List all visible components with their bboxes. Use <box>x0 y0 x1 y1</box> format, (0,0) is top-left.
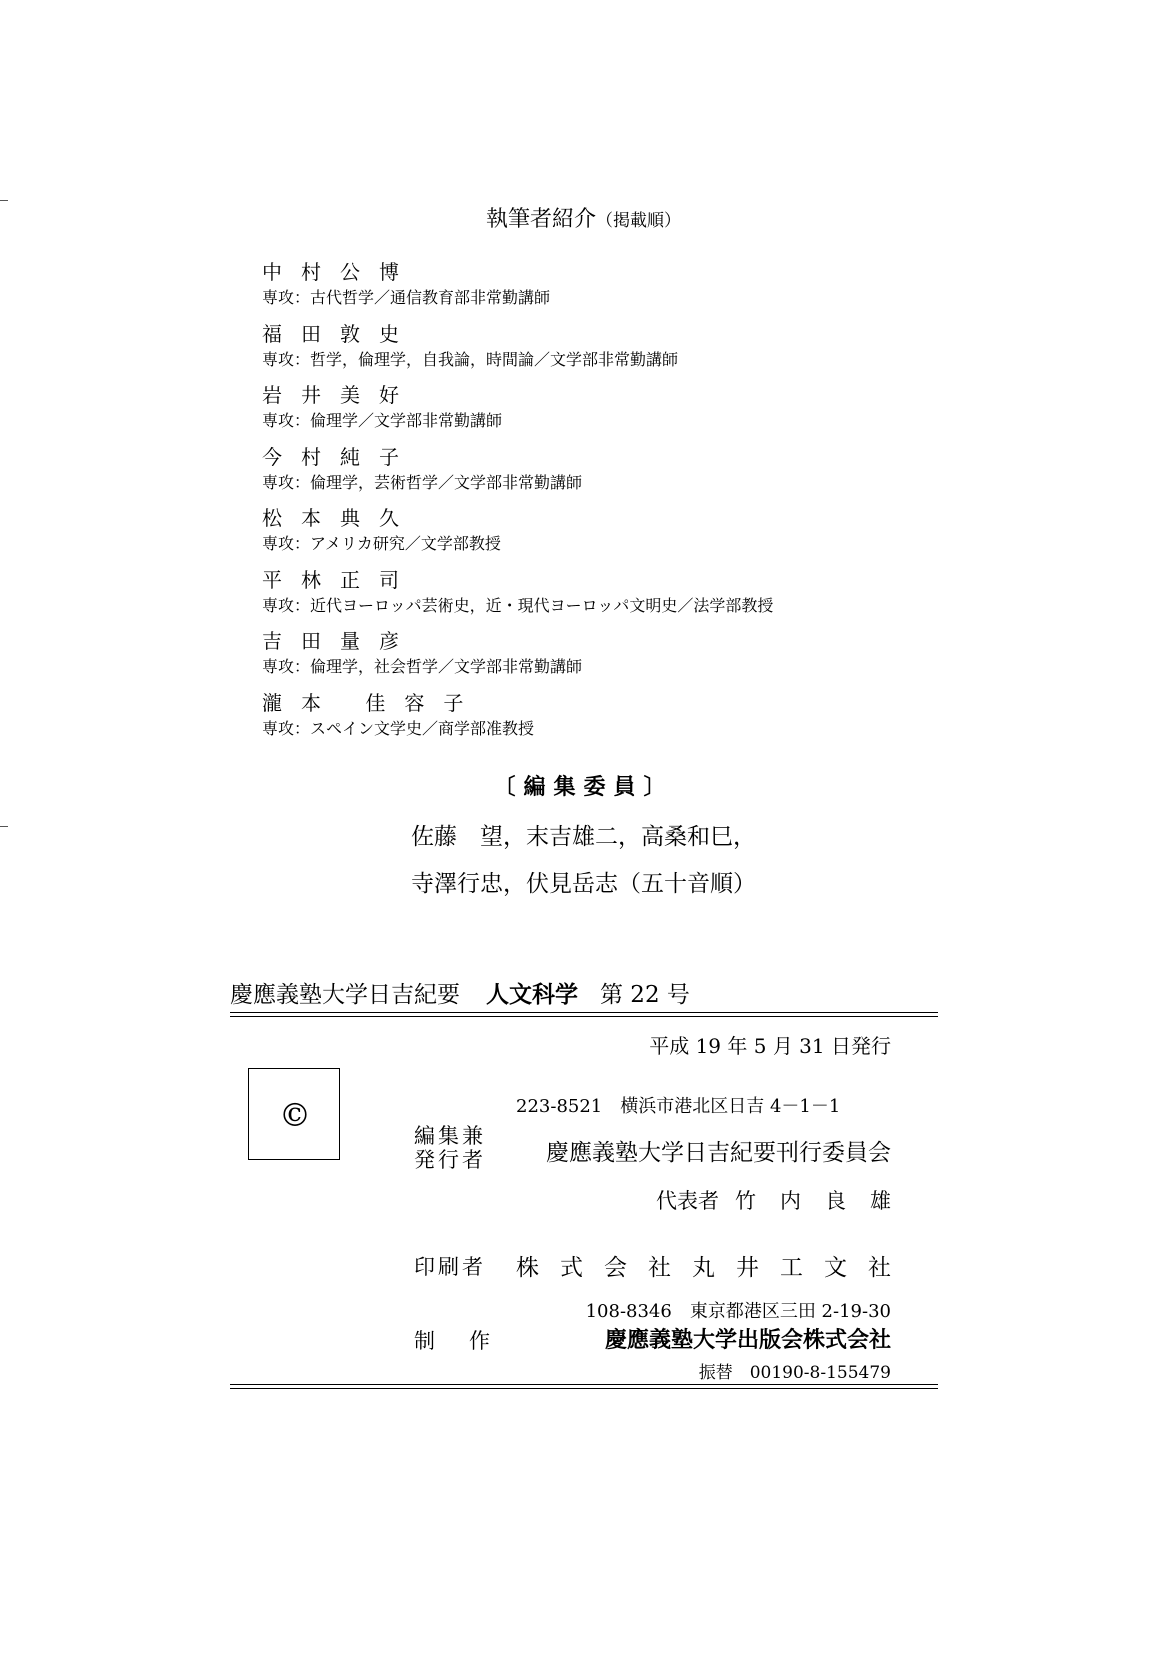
publisher-role-line2: 発行者 <box>414 1148 486 1172</box>
contributor-specialty: 専攻：哲学，倫理学，自我論，時間論／文学部非常勤講師 <box>262 349 679 369</box>
contributor-entry <box>262 258 773 320</box>
publication-date: 平成 19 年 5 月 31 日発行 <box>649 1034 891 1058</box>
contributor-entry <box>262 381 773 443</box>
transfer-account: 振替 00190-8-155479 <box>698 1363 891 1383</box>
copyright-box <box>248 1068 340 1160</box>
contributor-name: 吉田量彦 <box>262 629 418 653</box>
crop-mark-top <box>0 200 8 201</box>
contributor-specialty: 専攻：スペイン文学史／商学部准教授 <box>262 718 535 738</box>
contributor-entry <box>262 443 773 505</box>
journal-volume-title: 人文科学 <box>486 982 578 1008</box>
contributor-name: 松本典久 <box>262 506 418 530</box>
publisher-name: 慶應義塾大学日吉紀要刊行委員会 <box>546 1140 891 1166</box>
contributor-name: 平林正司 <box>262 567 418 592</box>
colophon-top-rule-2 <box>230 1016 938 1017</box>
contributor-name: 今村純子 <box>262 444 418 469</box>
colophon-top-rule-1 <box>230 1012 938 1013</box>
publisher-role-label <box>414 1124 486 1172</box>
printer-label: 印刷者 <box>414 1255 486 1279</box>
contributor-name: 中村公博 <box>262 260 418 284</box>
colophon-bottom-rule-2 <box>230 1388 938 1389</box>
contributors-heading <box>0 202 1167 233</box>
journal-prefix: 慶應義塾大学日吉紀要 <box>230 982 460 1008</box>
contributor-specialty: 専攻：倫理学／文学部非常勤講師 <box>262 411 503 430</box>
contributor-entry <box>262 504 773 566</box>
publisher-role-line1: 編集兼 <box>414 1124 486 1148</box>
contributor-name: 岩井美好 <box>262 383 418 407</box>
editorial-board-members-line2: 寺澤行忠，伏見岳志（五十音順） <box>411 871 756 897</box>
contributor-specialty: 専攻：アメリカ研究／文学部教授 <box>262 534 501 553</box>
printer-name: 株式会社丸井工文社 <box>516 1255 912 1281</box>
contributor-list <box>262 258 773 750</box>
publisher-address: 223-8521 横浜市港北区日吉 4－1－1 <box>516 1096 841 1117</box>
editorial-board-title: 〔編集委員〕 <box>493 775 674 800</box>
contributor-specialty: 専攻：倫理学，芸術哲学／文学部非常勤講師 <box>262 472 583 492</box>
contributors-subtitle: （掲載順） <box>596 211 681 231</box>
contributors-title: 執筆者紹介 <box>485 207 596 232</box>
editorial-board-members-line1: 佐藤 望，末吉雄二，高桑和巳， <box>411 824 756 850</box>
contributor-entry <box>262 320 773 382</box>
journal-title-line <box>230 976 690 1009</box>
contributor-name: 福田敦史 <box>262 321 418 346</box>
contributor-specialty: 専攻：倫理学，社会哲学／文学部非常勤講師 <box>262 657 583 676</box>
producer-label: 制作 <box>414 1329 524 1353</box>
contributor-specialty: 専攻：近代ヨーロッパ芸術史，近・現代ヨーロッパ文明史／法学部教授 <box>262 595 774 615</box>
journal-issue: 第 22 号 <box>600 982 690 1008</box>
producer-address: 108-8346 東京都港区三田 2-19-30 <box>585 1301 891 1322</box>
copyright-icon: © <box>279 1096 311 1134</box>
representative-name: 竹内良雄 <box>735 1189 915 1213</box>
representative <box>656 1185 915 1215</box>
contributor-name: 瀧本 佳容子 <box>262 690 483 715</box>
representative-label: 代表者 <box>656 1189 719 1213</box>
contributor-specialty: 専攻：古代哲学／通信教育部非常勤講師 <box>262 288 551 307</box>
colophon-bottom-rule-1 <box>230 1384 938 1385</box>
contributor-entry <box>262 627 773 689</box>
contributor-entry <box>262 566 773 628</box>
contributor-entry <box>262 689 773 751</box>
producer-name: 慶應義塾大学出版会株式会社 <box>604 1328 891 1353</box>
